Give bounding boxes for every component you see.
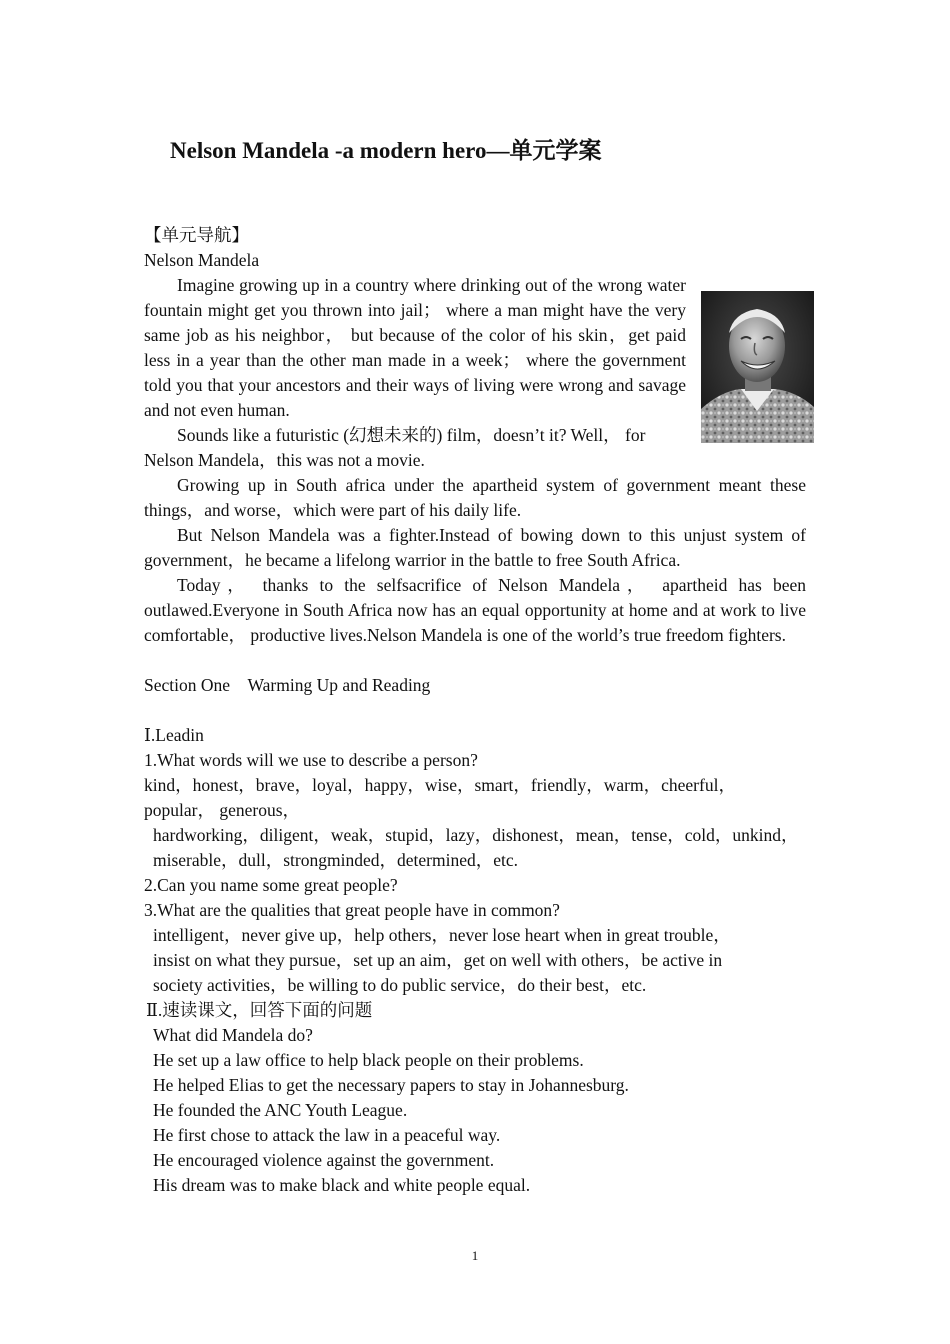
intro-paragraph-1: Imagine growing up in a country where drinking out of the wrong water fountain might get you thrown into jail； where a man might have the very same job as his neighbor， but because of the color of his skin，get paid less in a year than the other man made in a week； where the government told you that your ancestors and their ways of living were wrong and savage and not even human. [144, 275, 686, 420]
part1-heading: Ⅰ.Leadin [144, 725, 204, 745]
question-3: 3.What are the qualities that great people have in common? [144, 900, 560, 920]
page-number: 1 [471, 1248, 479, 1263]
section-one-heading: Section One Warming Up and Reading [144, 675, 431, 695]
list-item: He helped Elias to get the necessary papers to stay in Johannesburg. [153, 1075, 629, 1095]
list-item: He first chose to attack the law in a peaceful way. [153, 1125, 501, 1145]
intro-paragraph-2: Sounds like a futuristic (幻想未来的) film，doesn’t it? Well， for Nelson Mandela，this was not a movie. [144, 425, 646, 470]
spacer [144, 698, 806, 723]
question-1-answer-b: hardworking，diligent，weak，stupid，lazy，dishonest，mean，tense，cold，unkind， [153, 825, 799, 845]
list-item: His dream was to make black and white people equal. [153, 1175, 531, 1195]
intro-paragraph-5: Today， thanks to the selfsacrifice of Nelson Mandela， apartheid has been outlawed.Everyone in South Africa now has an equal opportunity at home and at work to live comfortable， productive lives.Nelson Mandela is one of the world’s true freedom fighters. [144, 575, 806, 645]
page-title: Nelson Mandela -a modern hero—单元学案 [170, 138, 602, 163]
subject-name: Nelson Mandela [144, 250, 260, 270]
question-3-answer-c: society activities，be willing to do public service，do their best，etc. [153, 975, 647, 995]
list-item: He encouraged violence against the government. [153, 1150, 495, 1170]
section-nav-heading: 【单元导航】 [144, 225, 249, 245]
intro-paragraph-3: Growing up in South africa under the apartheid system of government meant these things，and worse，which were part of his daily life. [144, 475, 806, 520]
document-body [144, 223, 806, 1198]
list-item: He set up a law office to help black people on their problems. [153, 1050, 584, 1070]
part2-question: What did Mandela do? [153, 1025, 313, 1045]
question-1-answer-a: kind，honest，brave，loyal，happy，wise，smart，friendly，warm，cheerful，popular， generous， [144, 775, 736, 820]
question-3-answer-b: insist on what they pursue，set up an aim，get on well with others，be active in [153, 950, 723, 970]
question-1: 1.What words will we use to describe a person? [144, 750, 478, 770]
question-2: 2.Can you name some great people? [144, 875, 398, 895]
intro-paragraph-4: But Nelson Mandela was a fighter.Instead of bowing down to this unjust system of government，he became a lifelong warrior in the battle to free South Africa. [144, 525, 806, 570]
part2-heading: Ⅱ.速读课文，回答下面的问题 [146, 1000, 373, 1020]
spacer [144, 648, 806, 673]
list-item: He founded the ANC Youth League. [153, 1100, 408, 1120]
question-1-answer-c: miserable，dull，strongminded，determined，etc. [153, 850, 518, 870]
question-3-answer-a: intelligent，never give up，help others，never lose heart when in great trouble， [153, 925, 731, 945]
